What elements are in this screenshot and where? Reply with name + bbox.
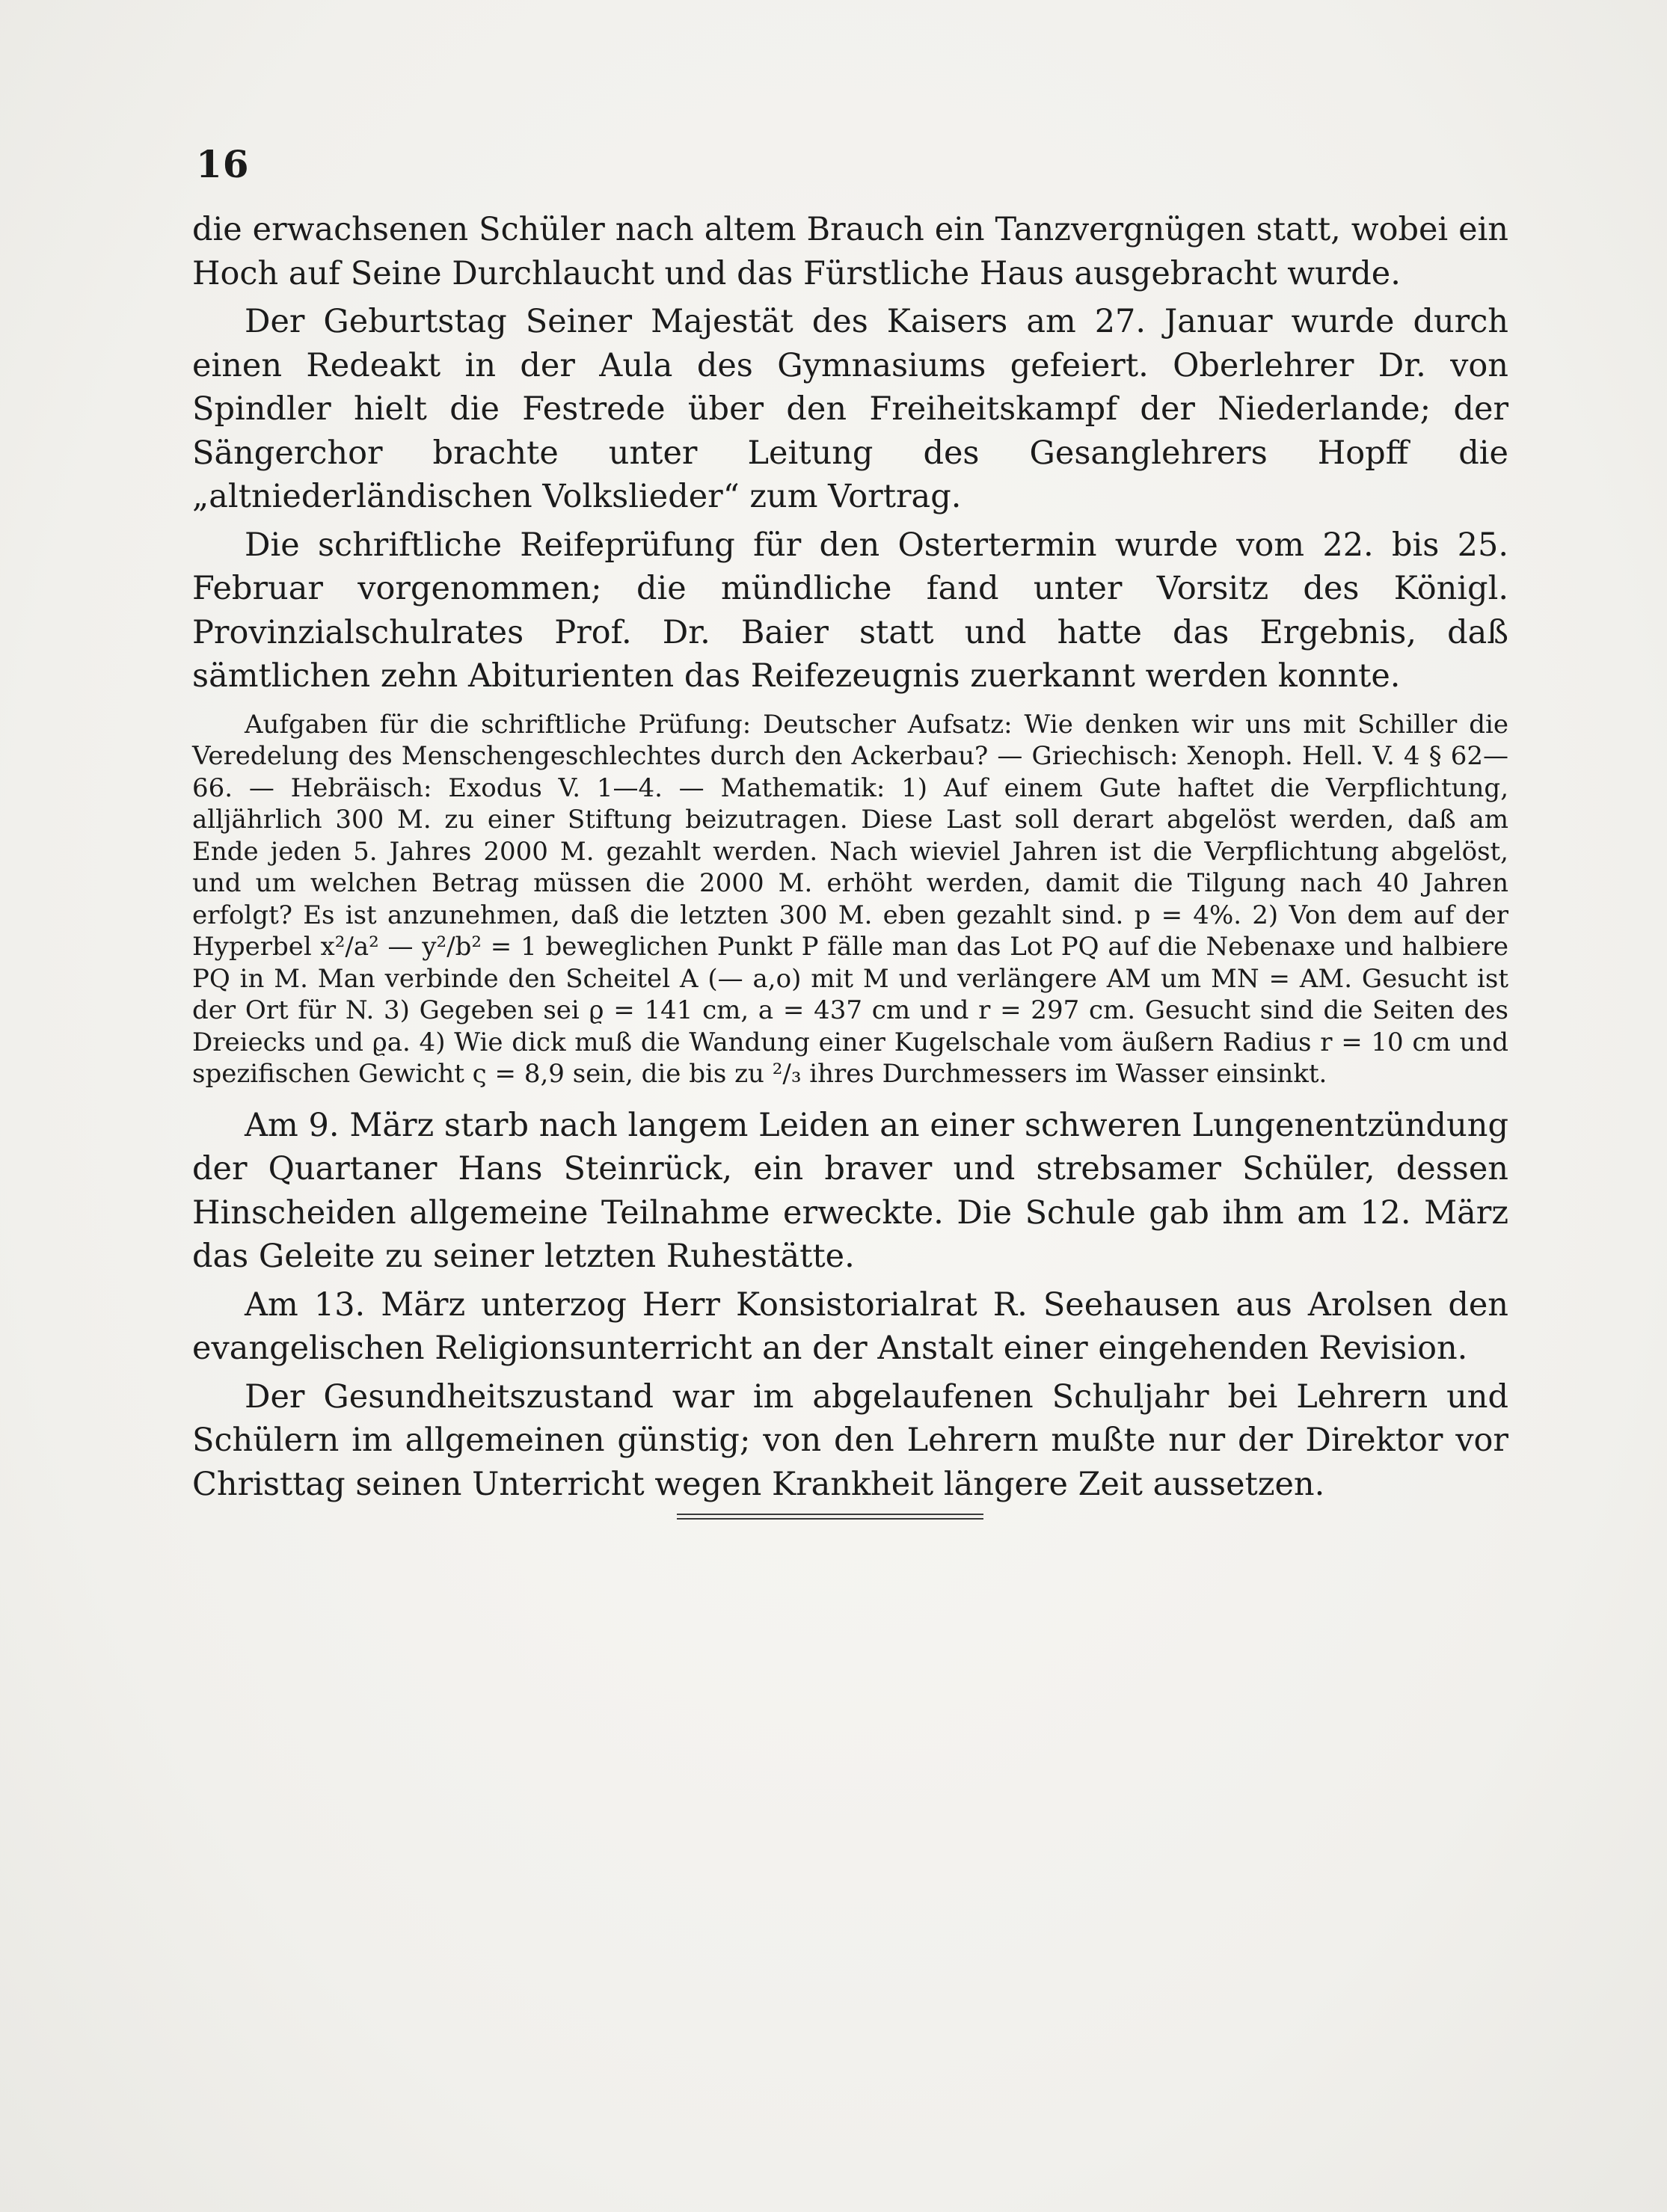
- document-body: [192, 208, 1508, 1511]
- paragraph-student-death: Am 9. März starb nach langem Leiden an einer schweren Lungenentzündung der Quartaner Hans Steinrück, ein braver und strebsamer Schüler, dessen Hinscheiden allgemeine Teilnahme erweckte. Die Schule gab ihm am 12. März das Geleite zu seiner letzten Ruhestätte.: [192, 1106, 1508, 1275]
- section-divider: [677, 1514, 983, 1521]
- paragraph-revision: Am 13. März unterzog Herr Konsistorialrat R. Seehausen aus Arolsen den evangelischen Religionsunterricht an der Anstalt einer eingehenden Revision.: [192, 1285, 1508, 1367]
- paragraph-final-exam: Die schriftliche Reifeprüfung für den Ostertermin wurde vom 22. bis 25. Februar vorgenommen; die mündliche fand unter Vorsitz des Königl. Provinzialschulrates Prof. Dr. Baier statt und hatte das Ergebnis, daß sämtlichen zehn Abiturienten das Reifezeugnis zuerkannt werden konnte.: [192, 526, 1508, 695]
- paragraph-dance-event: die erwachsenen Schüler nach altem Brauch ein Tanzvergnügen statt, wobei ein Hoch auf Seine Durchlaucht und das Fürstliche Haus ausgebracht wurde.: [192, 211, 1508, 292]
- paragraph-emperor-birthday: Der Geburtstag Seiner Majestät des Kaisers am 27. Januar wurde durch einen Redeakt in der Aula des Gymnasiums gefeiert. Oberlehrer Dr. von Spindler hielt die Festrede über den Freiheitskampf der Niederlande; der Sängerchor brachte unter Leitung des Gesanglehrers Hopff die „altniederländischen Volkslieder“ zum Vortrag.: [192, 303, 1508, 515]
- page-number: 16: [196, 142, 250, 186]
- exam-tasks-text: Aufgaben für die schriftliche Prüfung: Deutscher Aufsatz: Wie denken wir uns mit Schiller die Veredelung des Menschengeschlechtes durch den Ackerbau? — Griechisch: Xenoph. Hell. V. 4 § 62—66. — Hebräisch: Exodus V. 1—4. — Mathematik: 1) Auf einem Gute haftet die Verpflichtung, alljährlich 300 M. zu einer Stiftung beizutragen. Diese Last soll derart abgelöst werden, daß am Ende jeden 5. Jahres 2000 M. gezahlt werden. Nach wieviel Jahren ist die Verpflichtung abgelöst, und um welchen Betrag müssen die 2000 M. erhöht werden, damit die Tilgung nach 40 Jahren erfolgt? Es ist anzunehmen, daß die letzten 300 M. eben gezahlt sind. p = 4%. 2) Von dem auf der Hyperbel x²/a² — y²/b² = 1 beweglichen Punkt P fälle man das Lot PQ auf die Nebenaxe und halbiere PQ in M. Man verbinde den Scheitel A (— a,o) mit M und verlängere AM um MN = AM. Gesucht ist der Ort für N. 3) Gegeben sei ϱ = 141 cm, a = 437 cm und r = 297 cm. Gesucht sind die Seiten des Dreiecks und ϱa. 4) Wie dick muß die Wandung einer Kugelschale vom äußern Radius r = 10 cm und spezifischen Gewicht ς = 8,9 sein, die bis zu ²/₃ ihres Durchmessers im Wasser einsinkt.: [192, 709, 1508, 1089]
- paragraph-health: Der Gesundheitszustand war im abgelaufenen Schuljahr bei Lehrern und Schülern im allgemeinen günstig; von den Lehrern mußte nur der Direktor vor Christtag seinen Unterricht wegen Krankheit längere Zeit aussetzen.: [192, 1377, 1508, 1503]
